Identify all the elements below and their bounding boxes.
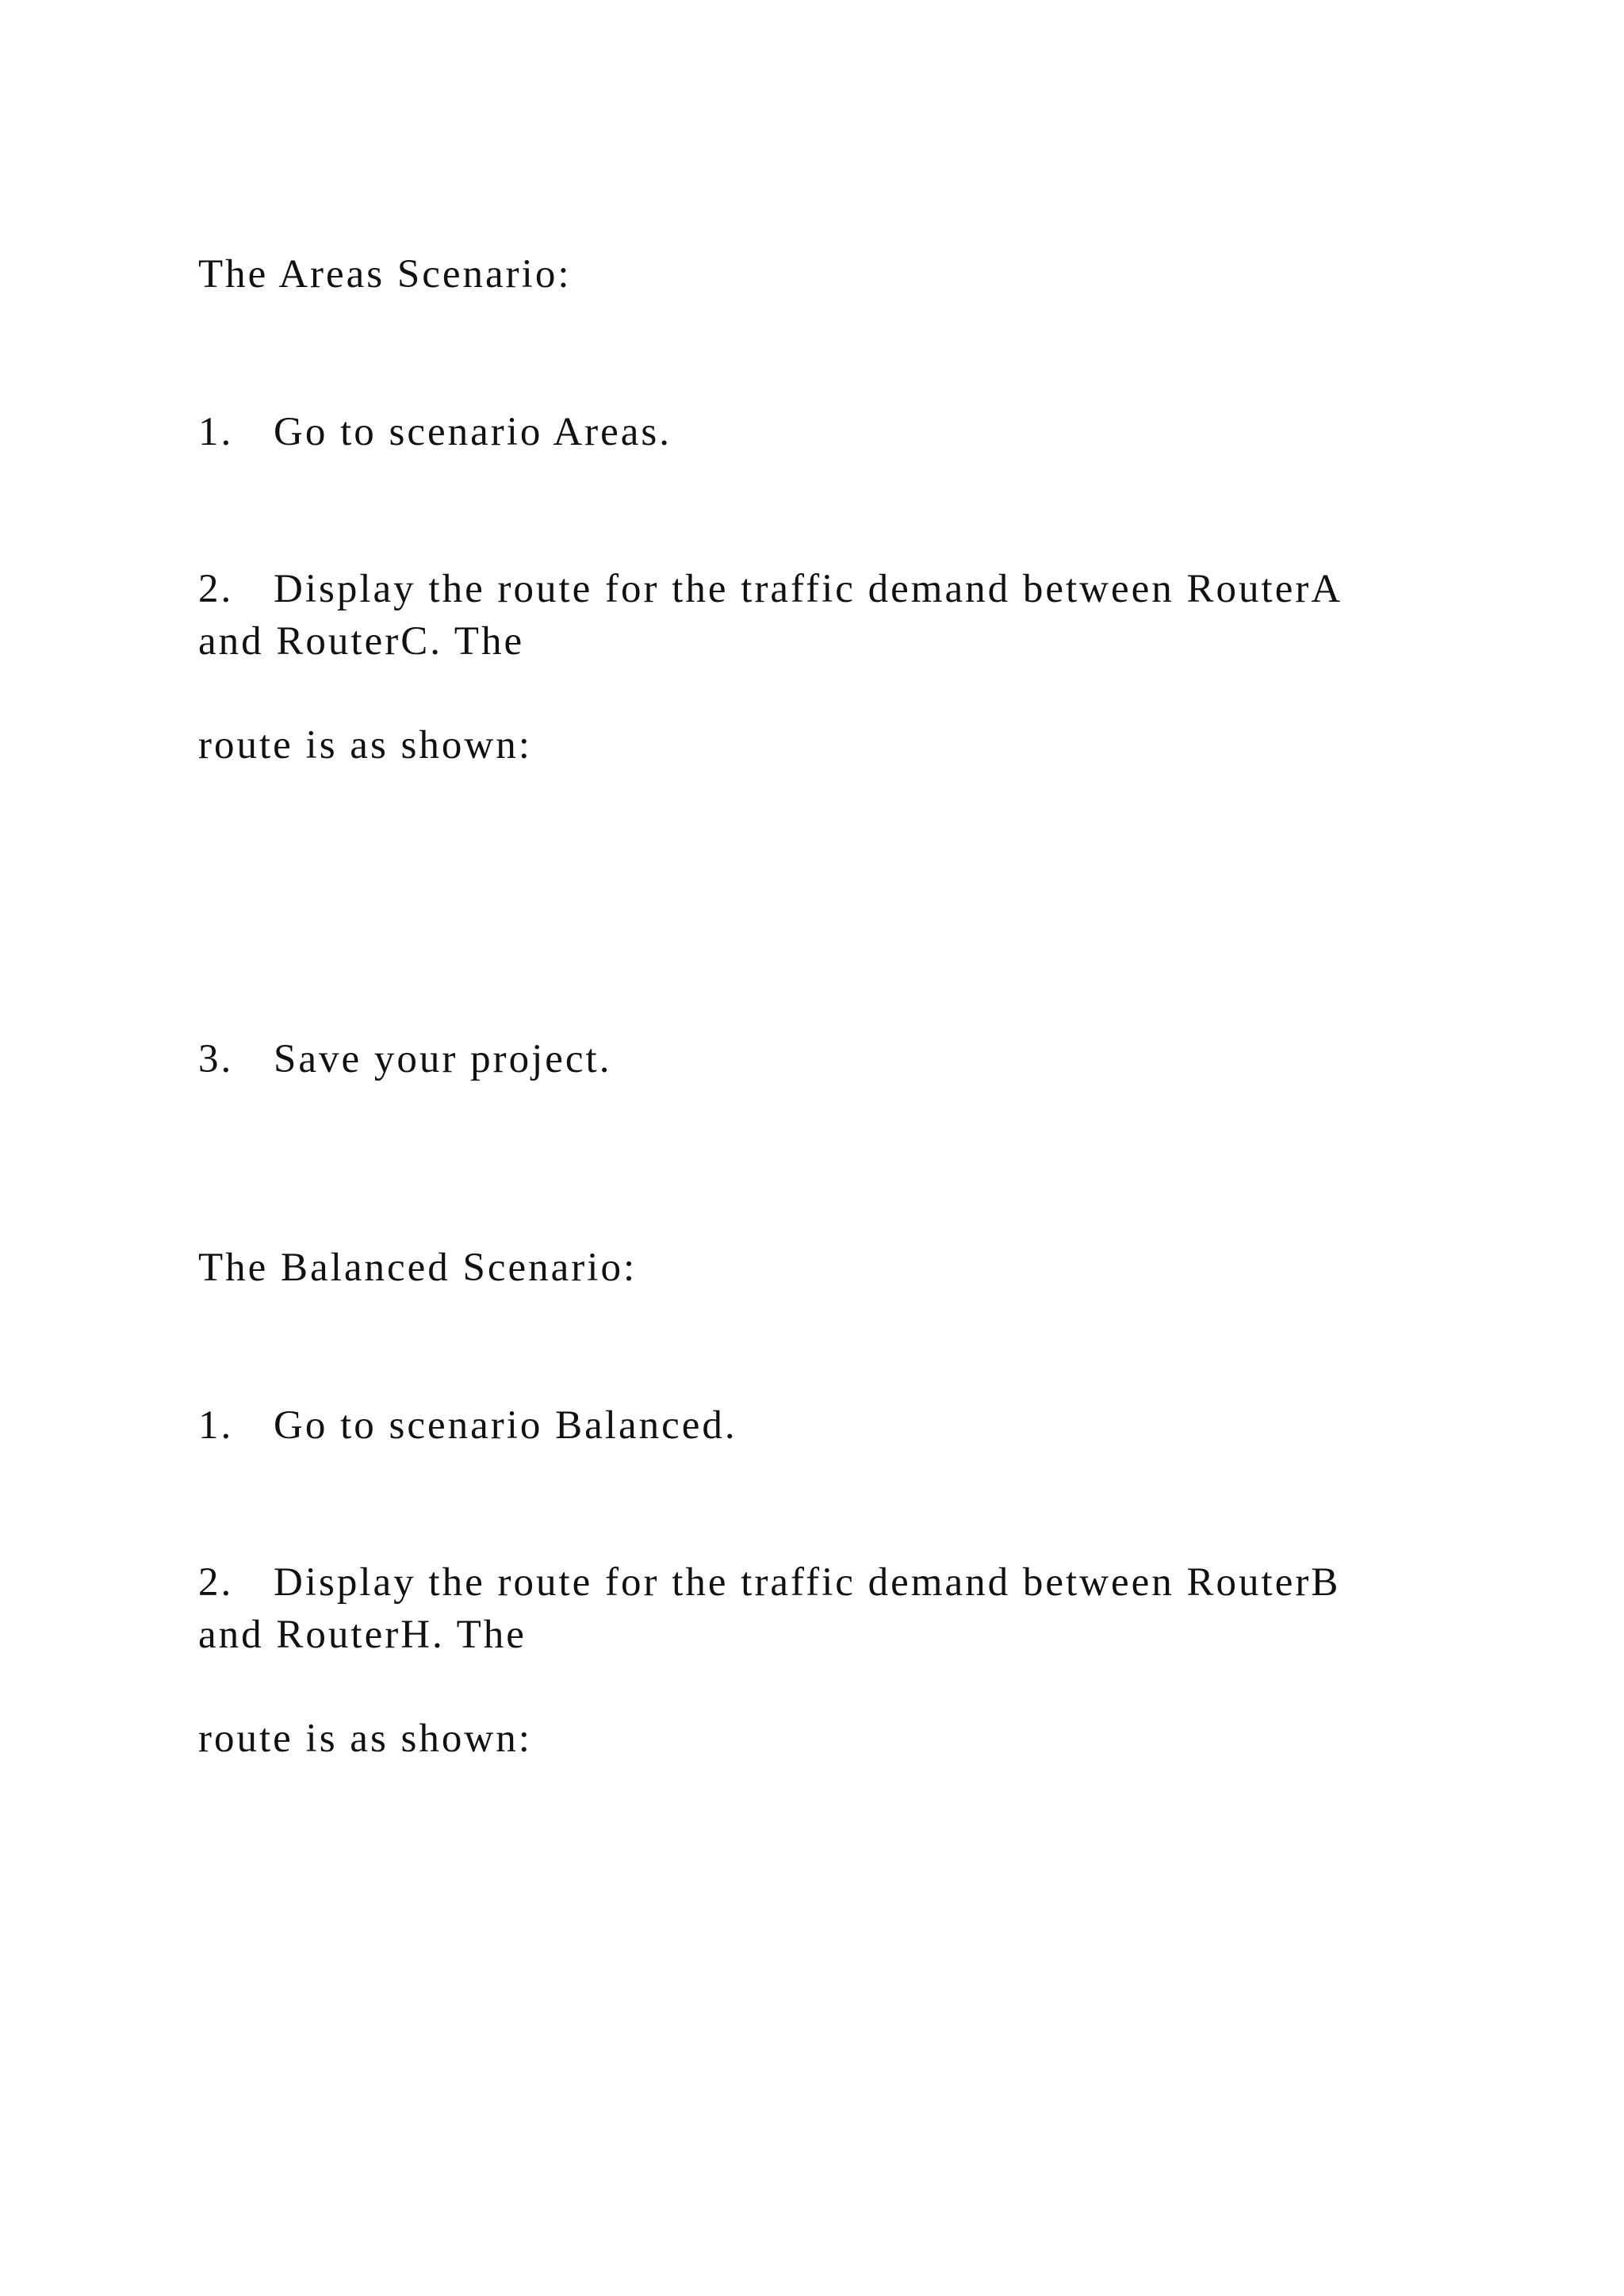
areas-step-1: [198, 408, 672, 457]
areas-step-2: [198, 564, 1342, 614]
step-text: Display the route for the traffic demand between RouterB: [274, 1560, 1341, 1605]
step-text: Go to scenario Balanced.: [274, 1403, 737, 1448]
areas-step-2-continued: and RouterC. The: [198, 619, 525, 664]
balanced-step-1: [198, 1401, 737, 1450]
step-number: 2.: [198, 1560, 234, 1605]
balanced-step-2-continued: and RouterH. The: [198, 1613, 527, 1657]
balanced-step-2: [198, 1558, 1340, 1607]
step-text: Display the route for the traffic demand between RouterA: [274, 567, 1343, 611]
balanced-step-2-route-note: route is as shown:: [198, 1716, 532, 1761]
step-text: Save your project.: [274, 1037, 612, 1081]
areas-step-3: [198, 1035, 611, 1084]
step-number: 3.: [198, 1037, 234, 1081]
section-heading-areas: The Areas Scenario:: [198, 252, 572, 297]
step-number: 1.: [198, 410, 234, 454]
step-number: 2.: [198, 567, 234, 611]
step-text: Go to scenario Areas.: [274, 410, 672, 454]
step-number: 1.: [198, 1403, 234, 1448]
section-heading-balanced: The Balanced Scenario:: [198, 1246, 638, 1290]
areas-step-2-route-note: route is as shown:: [198, 723, 532, 767]
